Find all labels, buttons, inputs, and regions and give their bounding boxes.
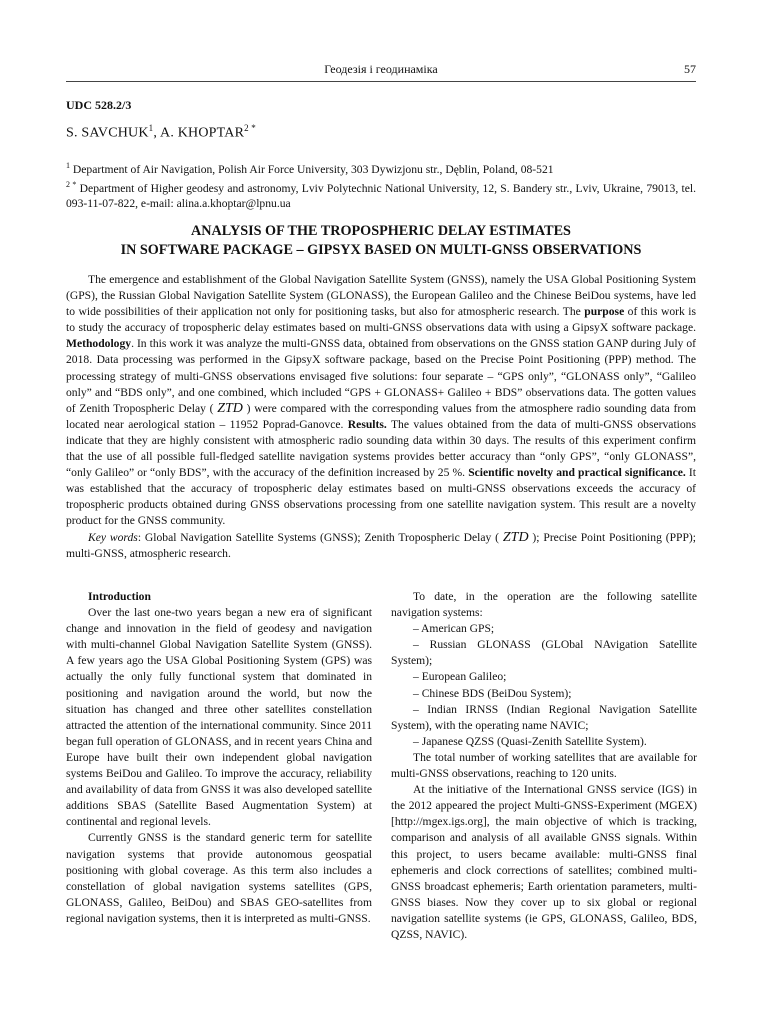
ztd-symbol: ZTD xyxy=(217,400,243,416)
abstract-text: It was established that the accuracy of tropospheric delay estimates based on multi-GNSS observations exceeds the accuracy of tropospheric products obtained during GNSS observations processing from one satellite navigation system. This result are a novelty product for the GNSS community. xyxy=(66,466,696,528)
abstract-results-label: Results. xyxy=(347,417,387,431)
list-item: – Indian IRNSS (Indian Regional Navigation Satellite System), with the operating name NAVIC; xyxy=(391,702,697,732)
author-2-sup: 2 * xyxy=(244,123,256,133)
section-heading: Introduction xyxy=(88,590,151,603)
keywords-label: Key words xyxy=(88,530,138,544)
affiliation-2 xyxy=(66,177,696,211)
list-item: – Japanese QZSS (Quasi-Zenith Satellite System). xyxy=(413,734,647,748)
abstract-text: The values obtained from the data of multi-GNSS observations indicate that they are highly consistent with atmospheric radio sounding data within 30 days. The results of this experiment confirm that the use of all possible full-fledged satellite navigation systems provides better accuracy than “only GPS”, “only GLONASS”, “only Galileo” or “only BDS”, with the accuracy of the definition increased by 25 %. xyxy=(66,417,696,480)
running-header xyxy=(66,62,696,78)
body-paragraph: Currently GNSS is the standard generic term for satellite navigation systems that provide autonomous geospatial positioning with global coverage. As this term also includes a constellation of global navigation systems satellites (GPS, GLONASS, Galileo, BeiDou) and SBAS GEO-satellites from regional navigation systems, then it is interpreted as multi-GNSS. xyxy=(66,831,372,925)
title-line-2: IN SOFTWARE PACKAGE – GIPSYX BASED ON MULTI-GNSS OBSERVATIONS xyxy=(120,242,642,258)
affiliation-2-text: Department of Higher geodesy and astronomy, Lviv Polytechnic National University, 12, S. Bandery str., Lviv, Ukraine, 79013, tel. 093-11-07-822, e-mail: alina.a.khoptar@lpnu.ua xyxy=(66,181,697,210)
abstract-purpose-label: purpose xyxy=(584,305,625,319)
journal-title: Геодезія і геодинаміка xyxy=(324,62,438,76)
keywords-text: : Global Navigation Satellite Systems (GNSS); Zenith Tropospheric Delay ( xyxy=(137,530,503,544)
ztd-symbol: ZTD xyxy=(502,529,529,545)
abstract-text: . In this work it was analyze the multi-GNSS data, obtained from observations on the GNSS station GANP during July of 2018. Data processing was performed in the GipsyX software package, based on the Precise Point Positioning (PPP) method. The processing strategy of multi-GNSS observations envisaged five solutions: four separate – “GPS only”, “GLONASS only”, “Galileo only” and “BDS only”, and one combined, which included “GPS + GLONASS+ Galileo + BDS” observations data. The gotten values of Zenith Tropospheric Delay ( xyxy=(66,337,696,415)
page-number: 57 xyxy=(684,62,696,76)
right-column xyxy=(391,589,697,943)
left-column xyxy=(66,589,372,927)
body-paragraph: The total number of working satellites that are available for multi-GNSS observations, reaching to 120 units. xyxy=(391,750,697,781)
affiliation-1-text: Department of Air Navigation, Polish Air Force University, 303 Dywizjonu str., Dęblin, Poland, 08-521 xyxy=(70,162,554,176)
author-2-name: A. KHOPTAR xyxy=(160,125,245,141)
abstract-paragraph xyxy=(66,272,696,530)
header-rule xyxy=(66,81,696,82)
list-item: – Chinese BDS (BeiDou System); xyxy=(413,686,572,700)
abstract-methodology-label: Methodology xyxy=(66,337,132,351)
author-line xyxy=(66,123,256,142)
abstract-text: ) were compared with the corresponding values from the atmosphere radio sounding data from located near aerological station – 11952 Poprad-Ganovce. xyxy=(66,401,696,431)
title-line-1: ANALYSIS OF THE TROPOSPHERIC DELAY ESTIMATES xyxy=(191,223,571,239)
affiliations xyxy=(66,158,696,211)
body-paragraph: Over the last one-two years began a new era of significant change and innovation in the field of geodesy and navigation with multi-channel Global Navigation Satellite System (GNSS). A few years ago the USA Global Positioning System (GPS) was actually the only fully functional system that dominated in positioning and navigation around the world, but now the situation has changed and three other satellites constellation attracted the attention of the international community. Since 2011 began full operation of GLONASS, and in recent years China and Europe have built their own independent global navigation systems BeiDou and Galileo. To improve the accuracy, reliability and availability of data from GNSS it was also developed satellite additions SBAS (Satellite Based Augmentation System) at continental and regional levels. xyxy=(66,606,372,829)
paper-page xyxy=(66,62,697,941)
keywords xyxy=(66,530,696,562)
body-paragraph: At the initiative of the International GNSS service (IGS) in the 2012 appeared the project Multi-GNSS-Experiment (MGEX) [http://mgex.igs.org], the main objective of which is tracking, comparison and analysis of all available GNSS signals. Within this project, to users became available: multi-GNSS final ephemeris and clock corrections of satellites; combined multi-GNSS broadcast ephemeris; Earth orientation parameters, multi-GNSS biases. Now they cover up to six global or regional navigation satellite systems (ie GPS, GLONASS, Galileo, BDS, QZSS, NAVIC). xyxy=(391,783,697,941)
abstract-text: The emergence and establishment of the Global Navigation Satellite System (GNSS), namely the USA Global Positioning System (GPS), the Russian Global Navigation Satellite System (GLONASS), the European Galileo and the Chinese BeiDou systems, have led to wide possibilities of their application not only for positioning tasks, but also for atmospheric research. The xyxy=(66,273,696,319)
abstract xyxy=(66,272,696,562)
affiliation-2-sup: 2 * xyxy=(66,179,77,189)
affiliation-1-sup: 1 xyxy=(66,161,70,170)
list-item: – European Galileo; xyxy=(413,670,507,684)
affiliation-1 xyxy=(66,158,696,177)
abstract-text: of this work is to study the accuracy of tropospheric delay estimates based on multi-GNSS observations data with using a GipsyX software package. xyxy=(66,305,696,335)
author-separator: , xyxy=(153,125,161,141)
author-1-sup: 1 xyxy=(148,123,154,133)
keywords-text: ); Precise Point Positioning (PPP); multi-GNSS, atmospheric research. xyxy=(66,530,697,560)
author-1-name: S. SAVCHUK xyxy=(66,125,149,141)
abstract-novelty-label: Scientific novelty and practical significance. xyxy=(468,466,686,480)
list-item: – American GPS; xyxy=(413,622,495,636)
udc-code: UDC 528.2/3 xyxy=(66,98,132,112)
paper-title xyxy=(66,222,696,260)
list-item: – Russian GLONASS (GLObal NAvigation Satellite System); xyxy=(391,638,697,668)
body-paragraph: To date, in the operation are the following satellite navigation systems: xyxy=(391,590,697,620)
